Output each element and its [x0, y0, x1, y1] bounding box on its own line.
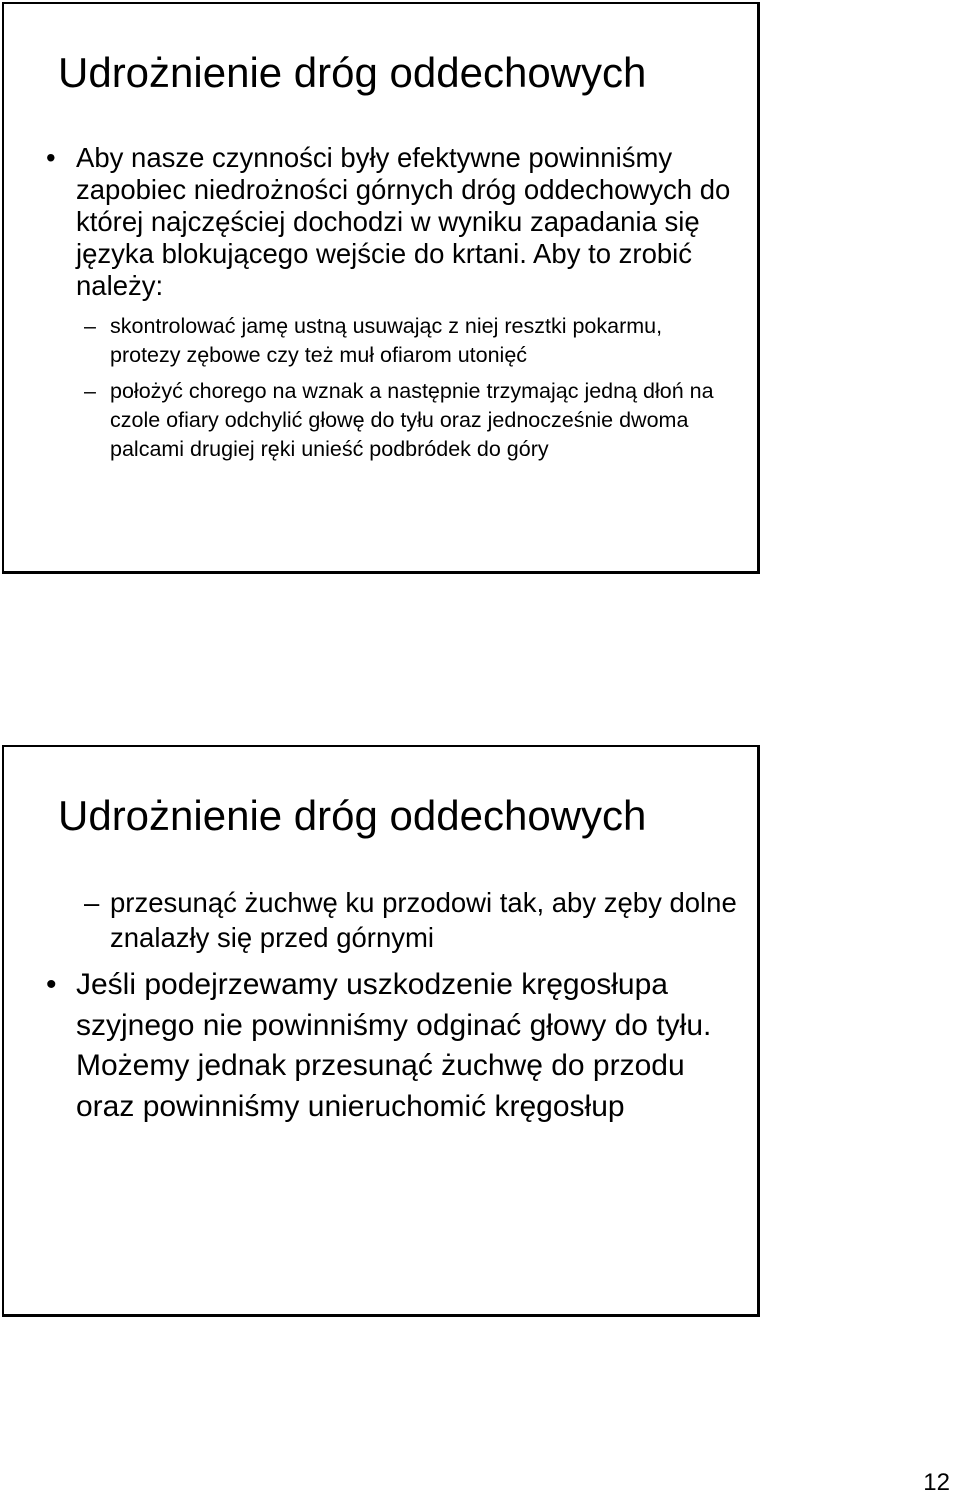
bullet-marker: •: [46, 142, 56, 173]
dash-marker: –: [84, 887, 100, 918]
slide-title: Udrożnienie dróg oddechowych: [58, 792, 647, 839]
bullet-item: [4, 142, 757, 302]
slide-1: [2, 2, 760, 574]
sub-item: [4, 885, 757, 955]
slide-body: [4, 142, 757, 464]
dash-marker: –: [84, 314, 96, 338]
sub-item: [4, 312, 757, 370]
sub-item-text: położyć chorego na wznak a następnie trzymając jedną dłoń na czole ofiary odchylić głowę do tyłu oraz jednocześnie dwoma palcami drugiej ręki unieść podbródek do góry: [110, 379, 714, 461]
bullet-marker: •: [46, 968, 57, 1001]
sub-item-text: przesunąć żuchwę ku przodowi tak, aby zęby dolne znalazły się przed górnymi: [110, 887, 737, 953]
page-number: 12: [923, 1469, 950, 1496]
slide-2: [2, 745, 760, 1317]
sub-item: [4, 377, 757, 464]
bullet-item: [4, 965, 757, 1127]
bullet-text: Aby nasze czynności były efektywne powinniśmy zapobiec niedrożności górnych dróg oddechowych do której najczęściej dochodzi w wyniku zapadania się języka blokującego wejście do krtani. Aby to zrobić należy:: [76, 142, 731, 301]
bullet-text: Jeśli podejrzewamy uszkodzenie kręgosłupa szyjnego nie powinniśmy odginać głowy do tyłu. Możemy jednak przesunąć żuchwę do przodu oraz powinniśmy unieruchomić kręgosłup: [76, 968, 712, 1123]
sub-item-text: skontrolować jamę ustną usuwając z niej resztki pokarmu, protezy zębowe czy też muł ofiarom utonięć: [110, 314, 663, 367]
slide-body: [4, 885, 757, 1127]
slide-title: Udrożnienie dróg oddechowych: [58, 49, 647, 96]
dash-marker: –: [84, 379, 96, 403]
